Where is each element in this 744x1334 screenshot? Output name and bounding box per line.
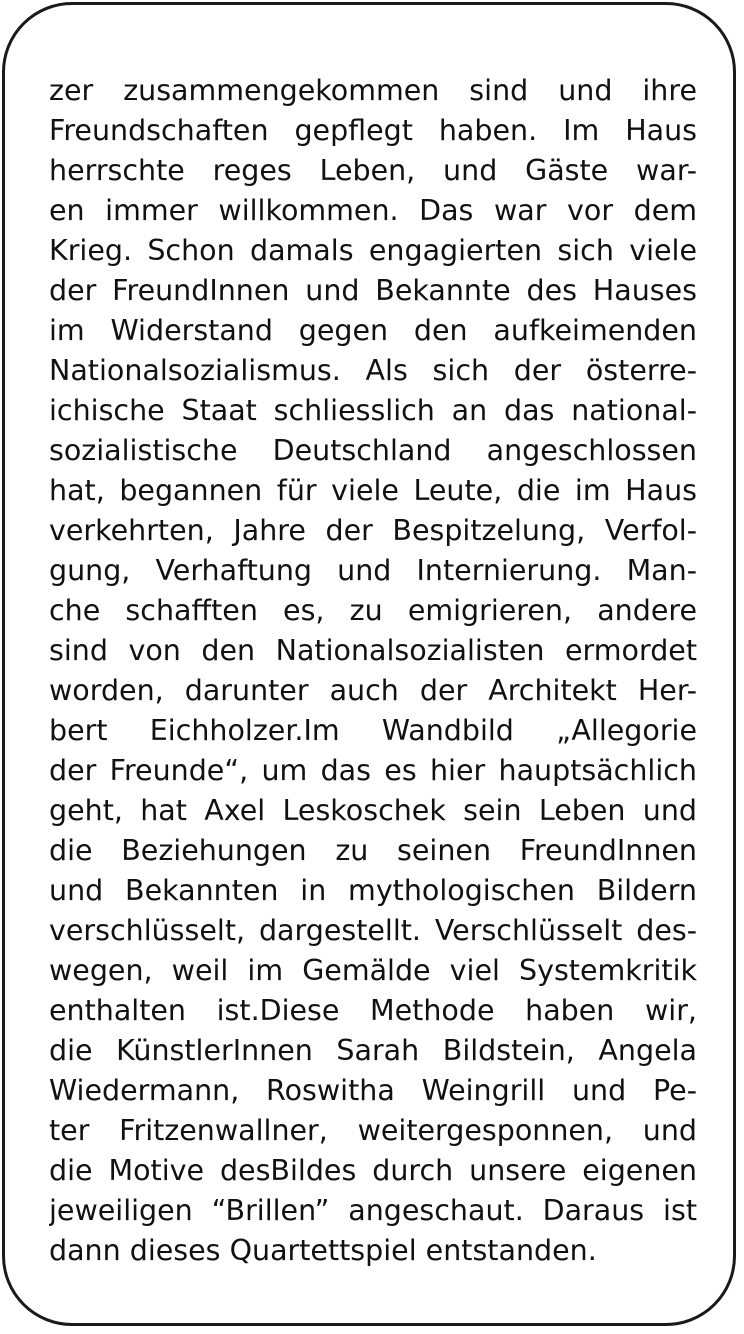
text-line: gung, Verhaftung und Internierung. Man- (49, 554, 697, 587)
text-line: zer zusammengekommen sind und ihre (49, 74, 697, 107)
text-line: verkehrten, Jahre der Bespitzelung, Verfol- (49, 514, 697, 547)
text-line: Wiedermann, Roswitha Weingrill und Pe- (49, 1074, 697, 1107)
text-line: Nationalsozialismus. Als sich der österre- (49, 354, 697, 387)
text-line: im Widerstand gegen den aufkeimenden (49, 314, 697, 347)
text-line: herrschte reges Leben, und Gäste war- (49, 154, 697, 187)
text-line: die Motive desBildes durch unsere eigenen (49, 1154, 697, 1187)
text-line: die Beziehungen zu seinen FreundInnen (49, 834, 697, 867)
text-line: ichische Staat schliesslich an das national- (49, 394, 697, 427)
text-line: hat, begannen für viele Leute, die im Haus (49, 474, 697, 507)
text-line: Freundschaften gepflegt haben. Im Haus (49, 114, 697, 147)
text-line: worden, darunter auch der Architekt Her- (49, 674, 697, 707)
text-line: jeweiligen “Brillen” angeschaut. Daraus ist (49, 1194, 697, 1227)
text-line: enthalten ist.Diese Methode haben wir, (49, 994, 697, 1027)
text-line: geht, hat Axel Leskoschek sein Leben und (49, 794, 697, 827)
text-line: en immer willkommen. Das war vor dem (49, 194, 697, 227)
text-line: verschlüsselt, dargestellt. Verschlüsselt des- (49, 914, 697, 947)
text-line: der Freunde“, um das es hier hauptsächlich (49, 754, 697, 787)
text-line: wegen, weil im Gemälde viel Systemkritik (49, 954, 697, 987)
text-line: ter Fritzenwallner, weitergesponnen, und (49, 1114, 697, 1147)
text-line: che schafften es, zu emigrieren, andere (49, 594, 697, 627)
text-line: sind von den Nationalsozialisten ermordet (49, 634, 697, 667)
text-line: dann dieses Quartettspiel entstanden. (49, 1234, 597, 1267)
text-line: und Bekannten in mythologischen Bildern (49, 874, 697, 907)
text-card (2, 2, 736, 1326)
text-line: der FreundInnen und Bekannte des Hauses (49, 274, 697, 307)
text-line: Krieg. Schon damals engagierten sich viele (49, 234, 697, 267)
text-line: die KünstlerInnen Sarah Bildstein, Angela (49, 1034, 697, 1067)
text-line: bert Eichholzer.Im Wandbild „Allegorie (49, 714, 697, 747)
body-text (49, 71, 697, 1271)
text-line: sozialistische Deutschland angeschlossen (49, 434, 697, 467)
